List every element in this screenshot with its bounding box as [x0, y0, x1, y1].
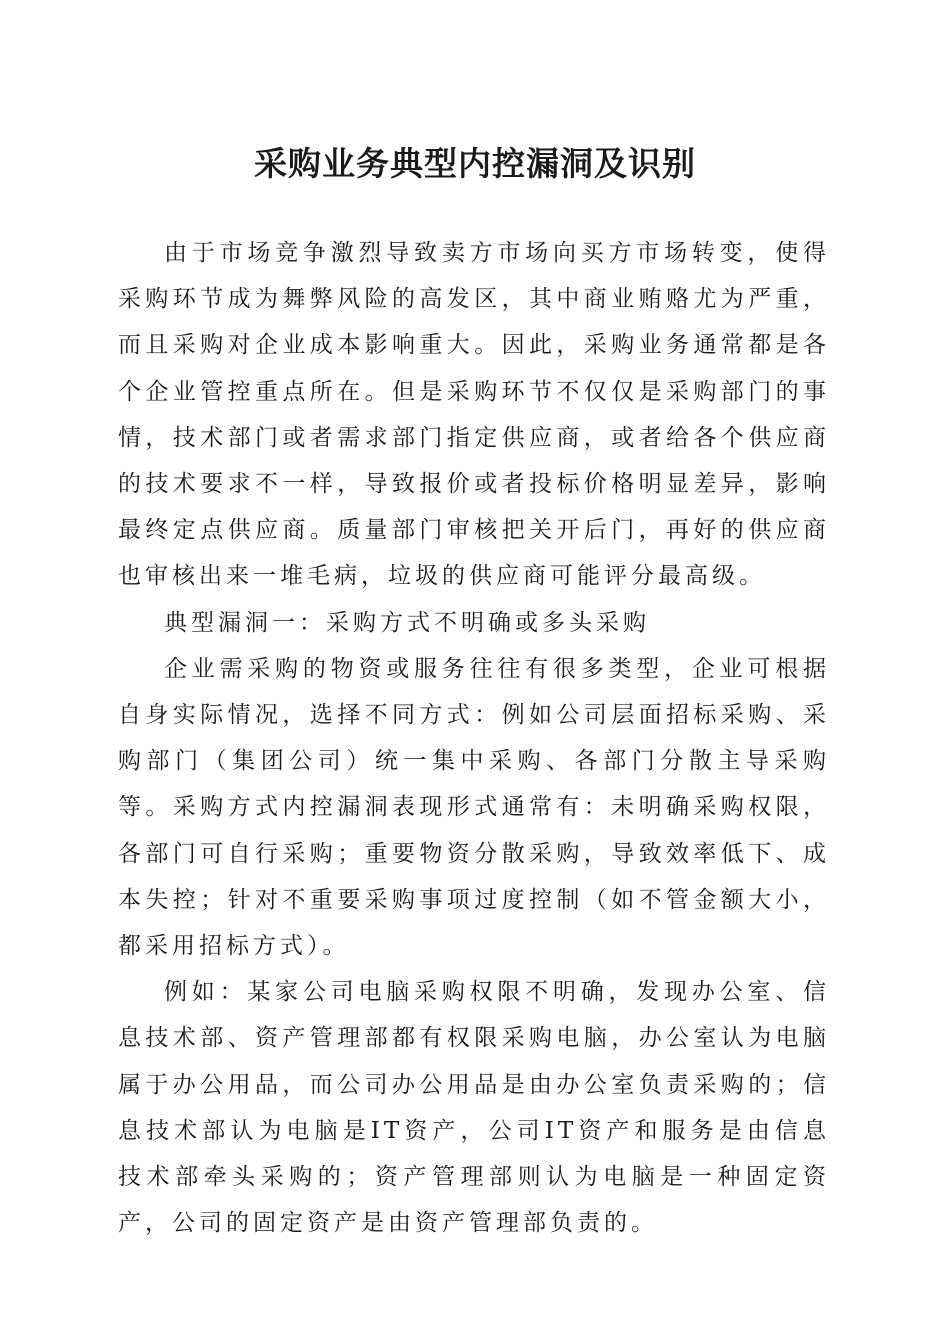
paragraph-example: 例如：某家公司电脑采购权限不明确，发现办公室、信息技术部、资产管理部都有权限采购电脑，办公室认为电脑属于办公用品，而公司办公用品是由办公室负责采购的；信息技术部认为电脑是IT资产，公司IT资产和服务是由信息技术部牵头采购的；资产管理部则认为电脑是一种固定资产，公司的固定资产是由资产管理部负责的。 — [118, 979, 830, 1237]
page-title: 采购业务典型内控漏洞及识别 — [254, 144, 696, 183]
section-heading-vulnerability-one: 典型漏洞一：采购方式不明确或多头采购 — [164, 609, 650, 636]
paragraph-intro: 由于市场竞争激烈导致卖方市场向买方市场转变，使得采购环节成为舞弊风险的高发区，其中商业贿赂尤为严重，而且采购对企业成本影响重大。因此，采购业务通常都是各个企业管控重点所在。但是采购环节不仅仅是采购部门的事情，技术部门或者需求部门指定供应商，或者给各个供应商的技术要求不一样，导致报价或者投标价格明显差异，影响最终定点供应商。质量部门审核把关开后门，再好的供应商也审核出来一堆毛病，垃圾的供应商可能评分最高级。 — [118, 240, 830, 590]
document-body — [118, 230, 830, 1246]
paragraph-procurement-methods: 企业需采购的物资或服务往往有很多类型，企业可根据自身实际情况，选择不同方式：例如公司层面招标采购、采购部门（集团公司）统一集中采购、各部门分散主导采购等。采购方式内控漏洞表现形式通常有：未明确采购权限，各部门可自行采购；重要物资分散采购，导致效率低下、成本失控；针对不重要采购事项过度控制（如不管金额大小，都采用招标方式）。 — [118, 655, 830, 960]
